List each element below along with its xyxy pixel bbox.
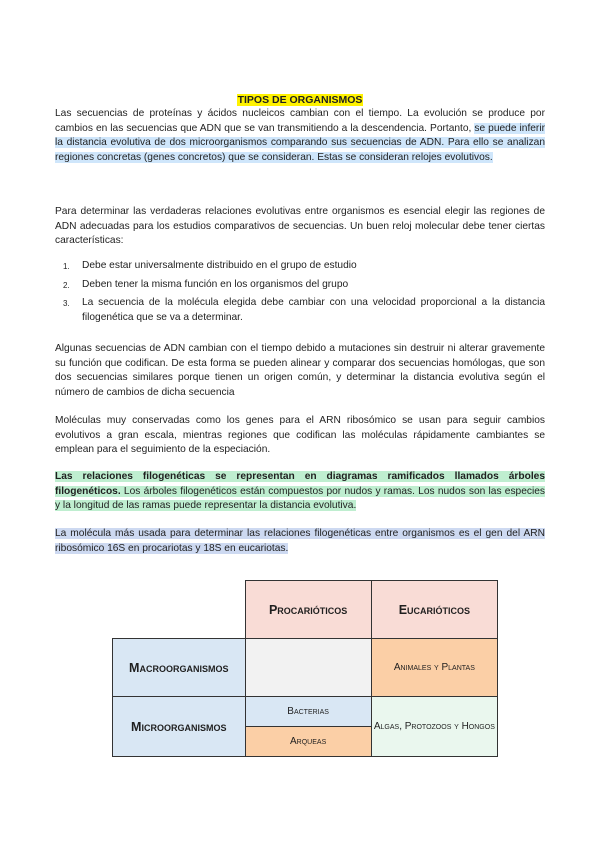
table-row	[113, 639, 498, 697]
cell-micro-eukaryotic: Algas, Protozoos y Hongos	[371, 697, 497, 757]
list-item	[55, 296, 545, 325]
header-eukaryotic: Eucarióticos	[371, 581, 497, 639]
list-number: 1.	[63, 262, 70, 271]
trees-highlight: Los árboles filogenéticos están compuestos por nudos y ramas. Los nudos son las especies y la longitud de las ramas puede representar la distancia evolutiva.	[55, 485, 545, 512]
paragraph-conserved-molecules: Moléculas muy conservadas como los genes para el ARN ribosómico se usan para seguir cambios evolutivos a gran escala, mientras regiones que codifican las moléculas rápidamente cambiantes se emplean para el seguimiento de la especiación.	[55, 415, 545, 456]
list-item	[55, 259, 545, 274]
table-header-row	[113, 581, 498, 639]
paragraph-mutations: Algunas secuencias de ADN cambian con el tiempo debido a mutaciones sin destruir ni alterar gravemente su función que codifican. De esta forma se pueden alinear y comparar dos secuencias homólogas, que son dos secuencias similares porque tienen un origen común, y determinar la distancia evolutiva según el número de cambios de dicha secuencia	[55, 343, 545, 398]
organism-types-table	[112, 580, 498, 757]
list-number: 2.	[63, 280, 70, 290]
cell-macro-eukaryotic: Animales y Plantas	[371, 639, 497, 697]
cell-macro-prokaryotic	[245, 639, 371, 697]
trees-bold-highlight: Las relaciones filogenéticas se representan en diagramas ramificados llamados árboles filogenéticos.	[55, 471, 545, 497]
paragraph-ribosomal-rna	[55, 527, 545, 556]
cell-archaea: Arqueas	[245, 727, 371, 757]
paragraph-intro	[55, 107, 545, 165]
cell-bacteria: Bacterias	[245, 697, 371, 727]
header-prokaryotic: Procarióticos	[245, 581, 371, 639]
corner-cell	[113, 581, 246, 639]
intro-highlight: se puede inferir la distancia evolutiva de dos microorganismos comparando sus secuencias de ADN. Para ello se analizan regiones concretas (genes concretos) que se consideran. Estas se consideran relojes evolutivos.	[55, 122, 545, 163]
intro-plain: Las secuencias de proteínas y ácidos nucleicos cambian con el tiempo. La evolución se produce por cambios en las secuencias que ADN que se van transmitiendo a la descendencia. Portanto,	[55, 108, 545, 134]
criteria-list	[55, 259, 545, 329]
row-label-macro: Macroorganismos	[113, 639, 246, 697]
document-title	[0, 93, 600, 107]
rrna-highlight: La molécula más usada para determinar las relaciones filogenéticas entre organismos es el gen del ARN ribosómico 16S en procariotas y 18S en eucariotas.	[55, 528, 545, 554]
list-text: Deben tener la misma función en los organismos del grupo	[82, 278, 349, 290]
list-text: Debe estar universalmente distribuido en el grupo de estudio	[82, 260, 357, 271]
row-label-micro: Microorganismos	[113, 697, 246, 757]
table-row	[113, 697, 498, 727]
paragraph-phylogenetic-trees	[55, 470, 545, 514]
list-item	[55, 278, 545, 293]
title-text: TIPOS DE ORGANISMOS	[237, 94, 363, 106]
list-text: La secuencia de la molécula elegida debe cambiar con una velocidad proporcional a la distancia filogenética que se va a determinar.	[82, 297, 545, 323]
paragraph-molecular-clock: Para determinar las verdaderas relaciones evolutivas entre organismos es esencial elegir las regiones de ADN adecuadas para los estudios comparativos de secuencias. Un buen reloj molecular debe tener ciertas características:	[55, 206, 545, 247]
list-number: 3.	[63, 299, 70, 309]
